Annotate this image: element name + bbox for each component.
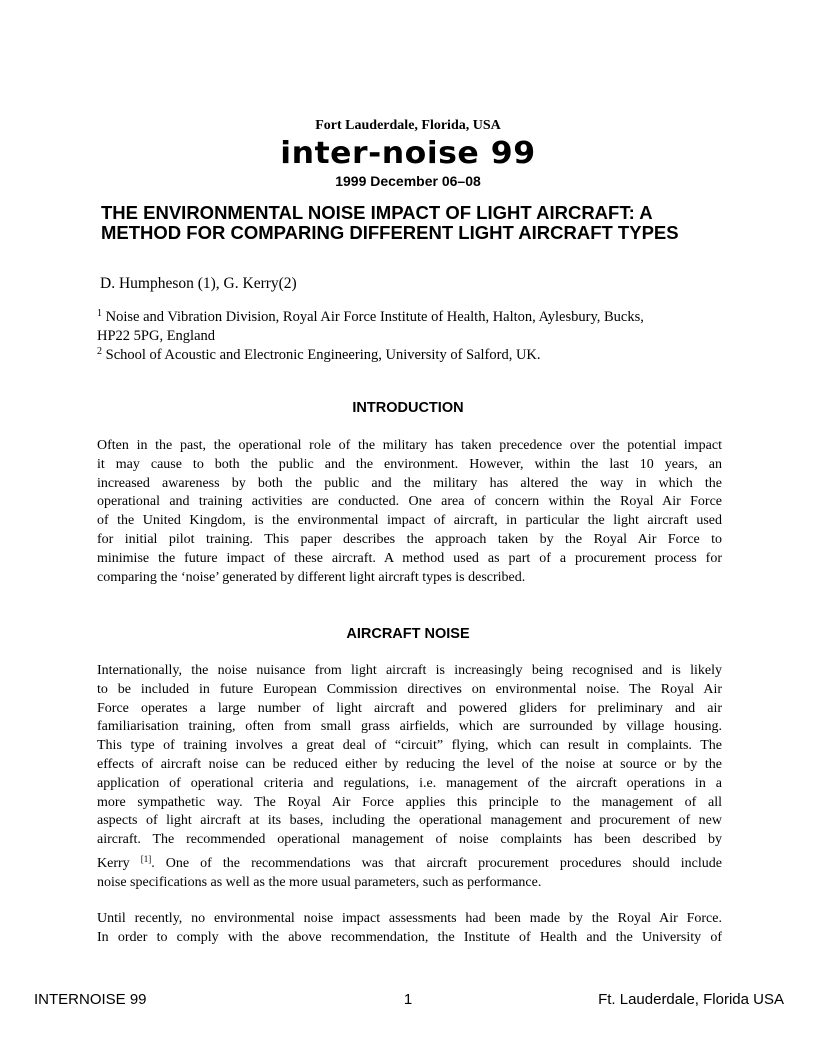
citation-text: . One of the recommendations was that aircraft procurement procedures should include [151, 855, 722, 871]
paragraph-line: This type of training involves a great deal of “circuit” flying, which can result in complaints. The [97, 738, 722, 754]
paragraph-line: familiarisation training, often from small grass airfields, which are surrounded by village housing. [97, 719, 722, 735]
paragraph-line: Force operates a large number of light aircraft and powered gliders for preliminary and air [97, 700, 722, 716]
affiliation-2-mark: 2 [97, 346, 102, 357]
citation-author: Kerry [97, 855, 141, 871]
affiliation-1 [97, 304, 722, 346]
affiliation-2 [97, 342, 722, 365]
paragraph-line: more sympathetic way. The Royal Air Force applies this principle to the management of all [97, 794, 722, 810]
paragraph-line: minimise the future impact of these aircraft. A method used as part of a procurement process for [97, 550, 722, 566]
procurement-paragraph [97, 910, 722, 948]
footer-conference: INTERNOISE 99 [34, 991, 147, 1008]
paragraph-line: aircraft. The recommended operational management of noise complaints has been described by [97, 832, 722, 848]
authors: D. Humpheson (1), G. Kerry(2) [100, 275, 297, 292]
paragraph-line: increased awareness by both the public and the military has altered the way in which the [97, 475, 722, 491]
paragraph-line: In order to comply with the above recommendation, the Institute of Health and the University of [97, 929, 722, 945]
paragraph-line: comparing the ‘noise’ generated by different light aircraft types is described. [97, 569, 526, 585]
affiliation-1-line-1: Noise and Vibration Division, Royal Air Force Institute of Health, Halton, Aylesbury, Bucks, [105, 309, 644, 325]
paragraph-line: operational and training activities are conducted. One area of concern within the Royal Air Force [97, 494, 722, 510]
paragraph-line: effects of aircraft noise can be reduced either by reducing the level of the noise at source or by the [97, 756, 722, 772]
paragraph-line: application of operational criteria and regulations, i.e. management of the aircraft operations in a [97, 775, 722, 791]
page-number: 1 [403, 991, 413, 1008]
paragraph-line: aspects of light aircraft at its bases, including the operational management and procurement of new [97, 813, 722, 829]
citation-ref: [1] [140, 853, 152, 864]
affiliation-1-mark: 1 [97, 308, 102, 319]
paragraph-line: Internationally, the noise nuisance from light aircraft is increasingly being recognised and is likely [97, 663, 722, 678]
paragraph-line: to be included in future European Commission directives on environmental noise. The Royal Air [97, 681, 722, 697]
paragraph-line-citation [97, 850, 722, 874]
paragraph-line: for initial pilot training. This paper describes the approach taken by the Royal Air Force to [97, 531, 722, 547]
paragraph-line: noise specifications as well as the more usual parameters, such as performance. [97, 874, 542, 890]
paper-title-line-1: THE ENVIRONMENTAL NOISE IMPACT OF LIGHT AIRCRAFT: A [101, 202, 653, 223]
paper-title-line-2: METHOD FOR COMPARING DIFFERENT LIGHT AIRCRAFT TYPES [101, 222, 679, 243]
paragraph-line: of the United Kingdom, is the environmental impact of aircraft, in particular the light aircraft used [97, 513, 722, 529]
aircraft-noise-paragraph [97, 662, 722, 893]
paragraph-line: Until recently, no environmental noise impact assessments had been made by the Royal Air Force. [97, 911, 722, 926]
affiliation-1-line-2: HP22 5PG, England [97, 328, 216, 344]
section-heading-introduction: INTRODUCTION [352, 400, 464, 416]
footer-location: Ft. Lauderdale, Florida USA [598, 991, 784, 1008]
introduction-paragraph [97, 437, 722, 587]
conference-location: Fort Lauderdale, Florida, USA [315, 118, 501, 133]
paragraph-line: it may cause to both the public and the environment. However, within the last 10 years, an [97, 456, 722, 472]
conference-date: 1999 December 06–08 [335, 173, 481, 189]
paragraph-line: Often in the past, the operational role of the military has taken precedence over the potential impact [97, 438, 722, 453]
affiliation-2-line-1: School of Acoustic and Electronic Engineering, University of Salford, UK. [105, 347, 541, 363]
section-heading-aircraft-noise: AIRCRAFT NOISE [346, 626, 470, 642]
conference-logo: inter-noise 99 [280, 136, 536, 171]
paper-title [101, 203, 761, 243]
